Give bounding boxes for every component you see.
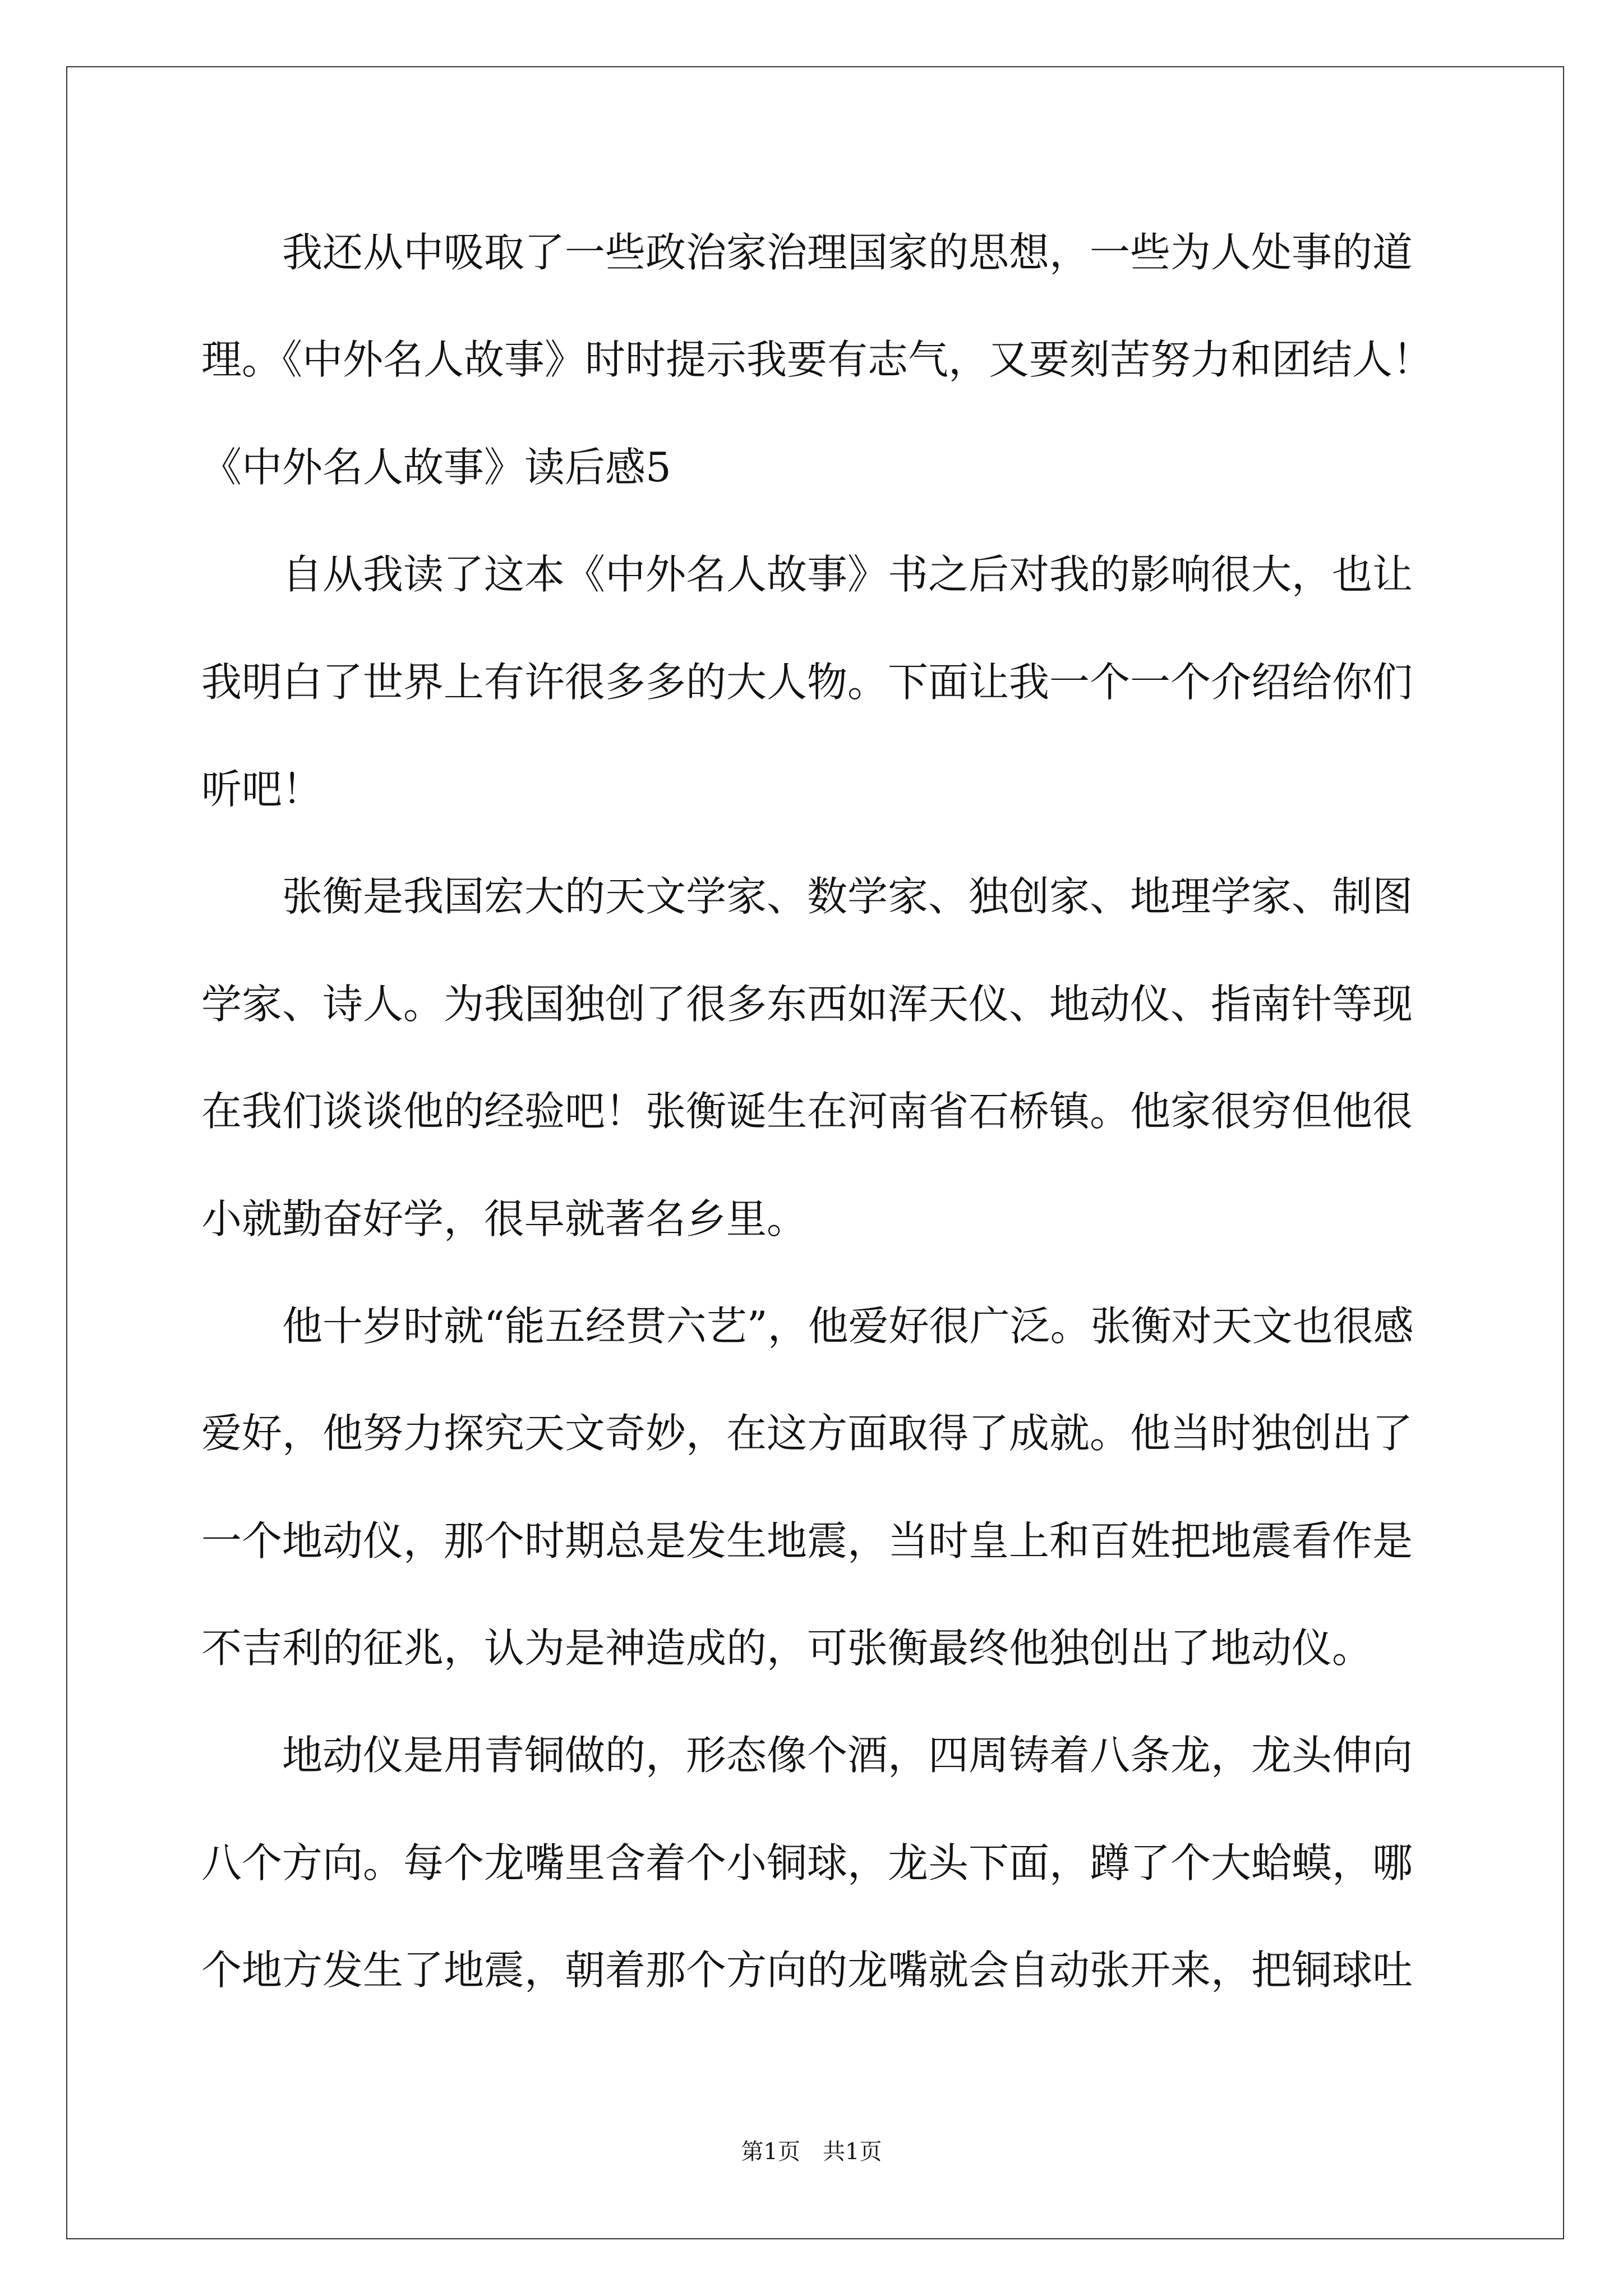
- text-line: 小就勤奋好学，很早就著名乡里。: [201, 1195, 808, 1243]
- text-line: 理。《中外名人故事》时时提示我要有志气，又要刻苦努力和团结人！: [201, 336, 1433, 384]
- section-heading: [201, 414, 1536, 521]
- text-line: 一个地动仪，那个时期总是发生地震，当时皇上和百姓把地震看作是: [201, 1517, 1413, 1565]
- paragraph: [201, 1273, 1536, 1703]
- paragraph: [201, 843, 1536, 1273]
- text-line: 八个方向。每个龙嘴里含着个小铜球，龙头下面，蹲了个大蛤蟆，哪: [201, 1839, 1413, 1887]
- text-line: 地动仪是用青铜做的，形态像个酒，四周铸着八条龙，龙头伸向: [282, 1732, 1413, 1779]
- text-line: 他十岁时就“能五经贯六艺”，他爱好很广泛。张衡对天文也很感: [282, 1302, 1414, 1350]
- paragraph: [201, 521, 1536, 843]
- page-number: 第1页: [741, 2139, 800, 2165]
- document-body: [201, 199, 1536, 2024]
- text-line: 个地方发生了地震，朝着那个方向的龙嘴就会自动张开来，把铜球吐: [201, 1947, 1413, 1994]
- text-line: 自从我读了这本《中外名人故事》书之后对我的影响很大，也让: [282, 551, 1413, 599]
- page-total: 共1页: [823, 2139, 882, 2165]
- text-line: 我还从中吸取了一些政治家治理国家的思想，一些为人处事的道: [282, 229, 1413, 276]
- paragraph: [201, 1702, 1536, 2024]
- text-line: 爱好，他努力探究天文奇妙，在这方面取得了成就。他当时独创出了: [201, 1410, 1413, 1457]
- paragraph: [201, 199, 1536, 414]
- text-line: 张衡是我国宏大的天文学家、数学家、独创家、地理学家、制图: [282, 873, 1413, 921]
- text-line: 不吉利的征兆，认为是神造成的，可张衡最终他独创出了地动仪。: [201, 1625, 1373, 1672]
- text-line: 听吧！: [201, 765, 323, 813]
- text-line: 我明白了世界上有许很多多的大人物。下面让我一个一个介绍给你们: [201, 658, 1413, 706]
- text-line: 在我们谈谈他的经验吧！张衡诞生在河南省石桥镇。他家很穷但他很: [201, 1088, 1413, 1135]
- page-footer: [0, 2136, 1623, 2168]
- section-heading-text: 《中外名人故事》读后感5: [201, 443, 671, 491]
- text-line: 学家、诗人。为我国独创了很多东西如浑天仪、地动仪、指南针等现: [201, 980, 1413, 1028]
